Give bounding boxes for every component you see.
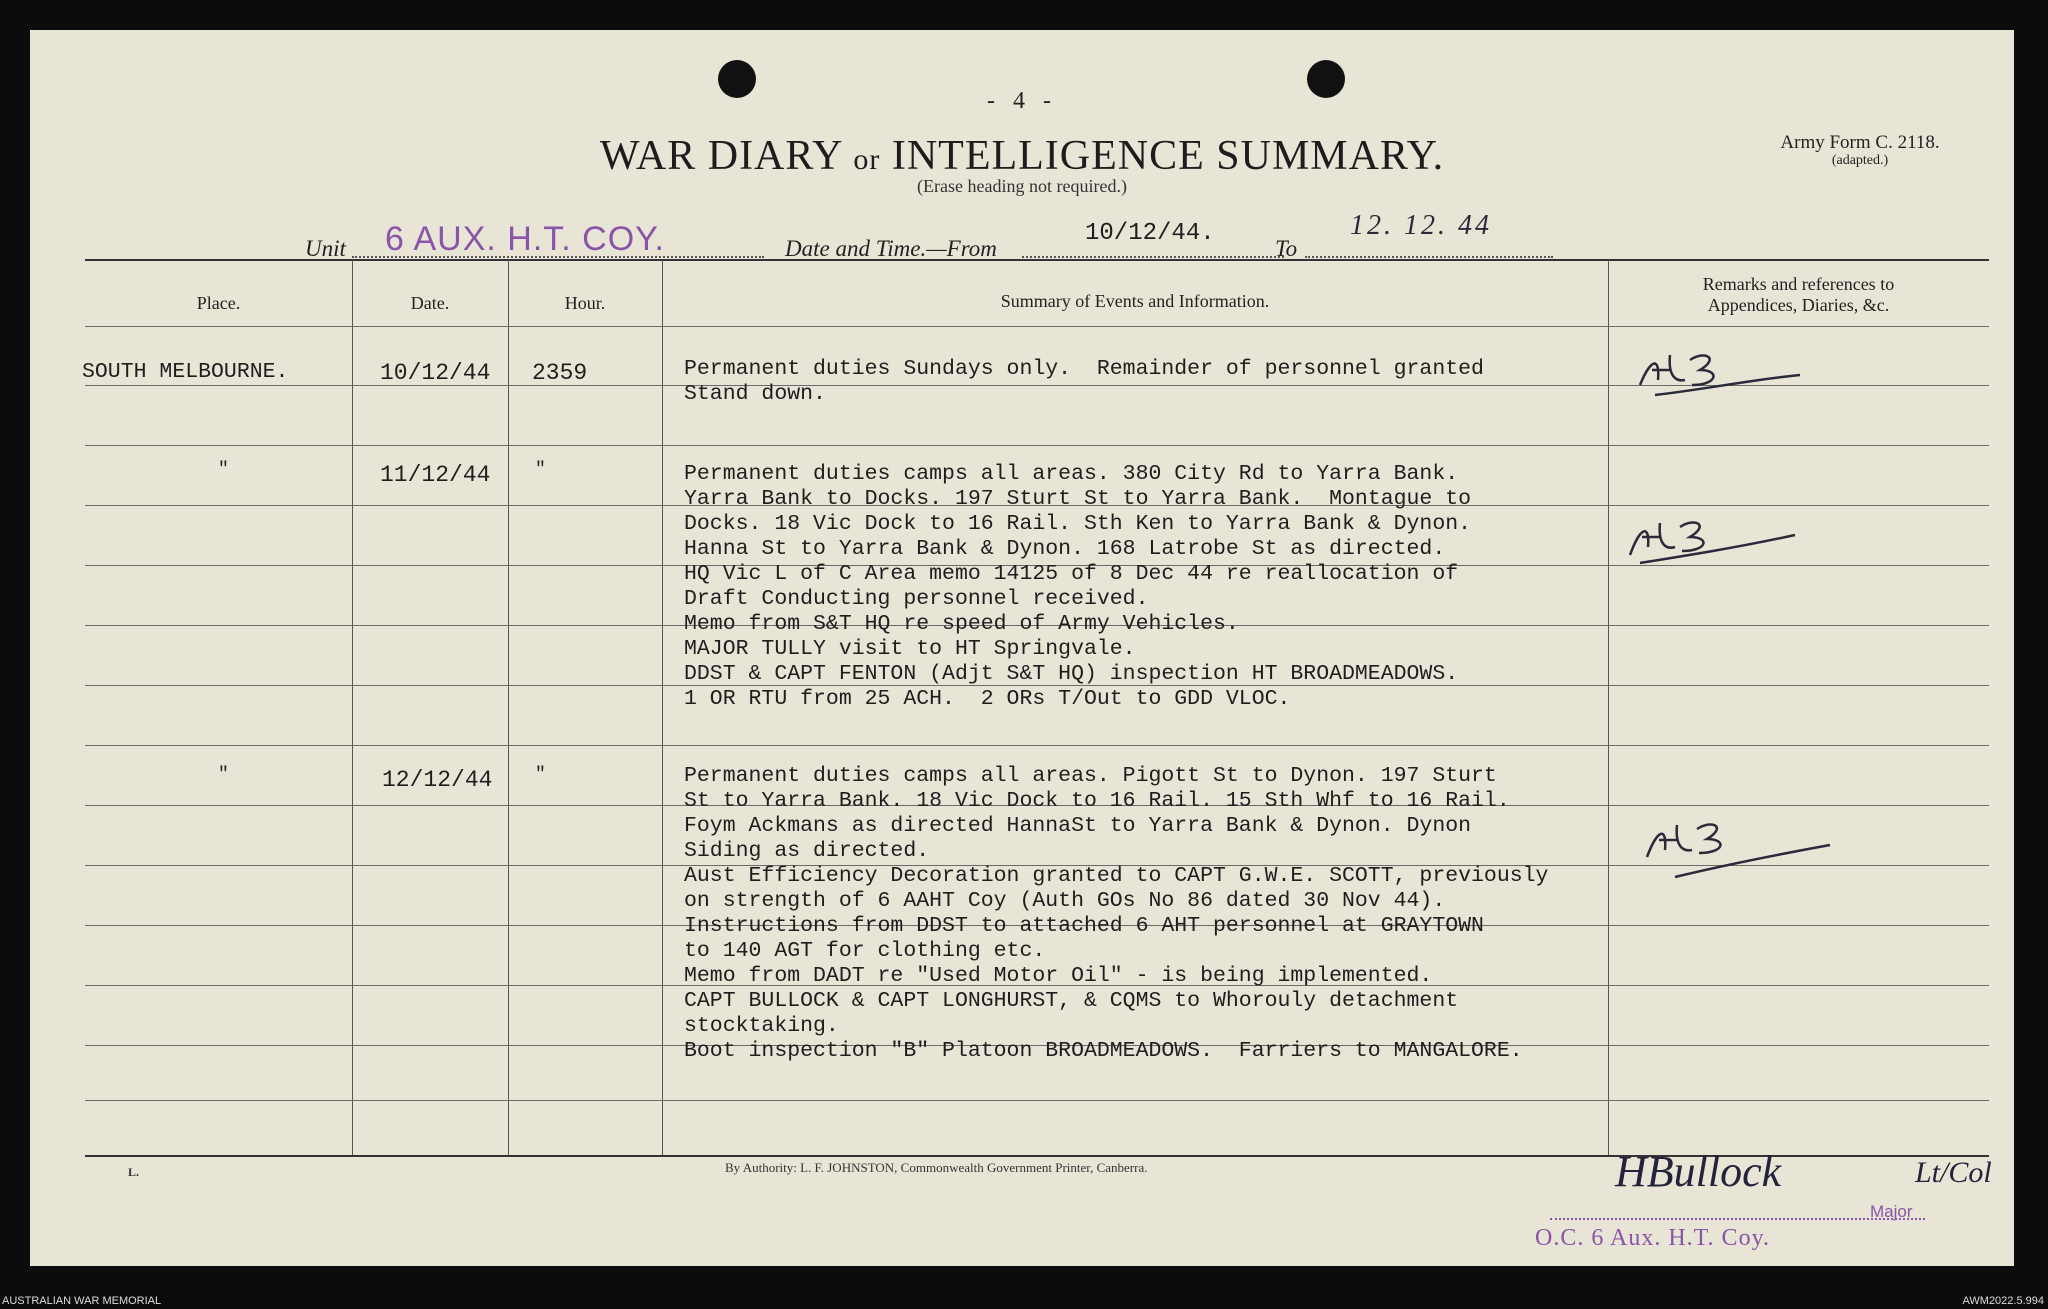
entry-2-date: 11/12/44 [380, 462, 491, 488]
column-divider-4 [1608, 260, 1609, 1155]
signature-dotted-line [1550, 1218, 1925, 1220]
entry-3-line-3: Foym Ackmans as directed HannaSt to Yarra Bank & Dynon. Dynon [684, 814, 1472, 838]
entry-3-initials-signature [1635, 805, 1835, 890]
army-form-note: (adapted.) [1831, 153, 1889, 168]
rank-stamp: Major [1870, 1202, 1913, 1221]
ruled-line [85, 745, 1989, 746]
entry-2-line-10: 1 OR RTU from 25 ACH. 2 ORs T/Out to GDD VLOC. [684, 687, 1291, 711]
date-from-dotted-line [1022, 256, 1284, 258]
column-header-hour: Hour. [564, 293, 606, 313]
title-part-1: WAR DIARY [599, 133, 842, 179]
entry-1-initials-signature [1630, 340, 1810, 410]
column-divider-3 [662, 260, 663, 1155]
table-top-border [85, 259, 1989, 261]
ruled-line [85, 1100, 1989, 1101]
commanding-officer-signature [1585, 1138, 2014, 1218]
entry-2-line-4: Hanna St to Yarra Bank & Dynon. 168 Latrobe St as directed. [684, 537, 1446, 561]
entry-1-date: 10/12/44 [380, 360, 491, 386]
date-from-value: 10/12/44. [1085, 220, 1215, 247]
army-form-label [1765, 134, 1955, 170]
entry-2-line-1: Permanent duties camps all areas. 380 City Rd to Yarra Bank. [684, 462, 1459, 486]
date-from-label: Date and Time.—From [785, 236, 997, 261]
entry-3-line-7: Instructions from DDST to attached 6 AHT personnel at GRAYTOWN [684, 914, 1484, 938]
printer-authority: By Authority: L. F. JOHNSTON, Commonwealth Government Printer, Canberra. [725, 1160, 1148, 1175]
entry-2-line-8: MAJOR TULLY visit to HT Springvale. [684, 637, 1136, 661]
entry-2-hour: " [535, 460, 546, 480]
entry-3-line-11: stocktaking. [684, 1014, 839, 1038]
entry-3-line-6: on strength of 6 AAHT Coy (Auth GOs No 86 dated 30 Nov 44). [684, 889, 1446, 913]
entry-2-line-3: Docks. 18 Vic Dock to 16 Rail. Sth Ken to Yarra Bank & Dynon. [684, 512, 1472, 536]
entry-3-line-9: Memo from DADT re "Used Motor Oil" - is being implemented. [684, 964, 1433, 988]
ruled-line [85, 326, 1989, 327]
column-header-date: Date. [410, 293, 450, 313]
entry-3-hour: " [535, 765, 546, 785]
entry-3-line-10: CAPT BULLOCK & CAPT LONGHURST, & CQMS to Whorouly detachment [684, 989, 1459, 1013]
signatory-stamp: O.C. 6 Aux. H.T. Coy. [1535, 1225, 1771, 1251]
entry-1-line-1: Permanent duties Sundays only. Remainder of personnel granted [684, 357, 1484, 381]
remarks-header-line-2: Appendices, Diaries, &c. [1707, 295, 1890, 315]
entry-1-place: SOUTH MELBOURNE. [82, 360, 289, 384]
column-divider-1 [352, 260, 353, 1155]
credit-left: AUSTRALIAN WAR MEMORIAL [2, 1295, 162, 1307]
title-part-2: INTELLIGENCE SUMMARY. [891, 133, 1445, 179]
ruled-line [85, 445, 1989, 446]
entry-2-initials-signature [1620, 505, 1800, 575]
date-to-dotted-line [1305, 256, 1553, 258]
form-letter: L. [128, 1165, 140, 1179]
date-to-label: To [1275, 236, 1298, 261]
page-subtitle: (Erase heading not required.) [917, 176, 1127, 196]
army-form-number: Army Form C. 2118. [1780, 132, 1940, 153]
entry-1-hour: 2359 [532, 360, 588, 386]
unit-label: Unit [305, 236, 346, 261]
column-divider-2 [508, 260, 509, 1155]
diary-page [30, 30, 2014, 1266]
entry-3-date: 12/12/44 [382, 767, 493, 793]
entry-3-line-8: to 140 AGT for clothing etc. [684, 939, 1046, 963]
co-signature-suffix: Lt/Col [1915, 1156, 1992, 1189]
column-header-place: Place. [196, 293, 241, 313]
entry-3-line-12: Boot inspection "B" Platoon BROADMEADOWS. Farriers to MANGALORE. [684, 1039, 1523, 1063]
page-title [30, 132, 2014, 180]
entry-3-line-5: Aust Efficiency Decoration granted to CAPT G.W.E. SCOTT, previously [684, 864, 1549, 888]
entry-3-line-1: Permanent duties camps all areas. Pigott St to Dynon. 197 Sturt [684, 764, 1497, 788]
entry-2-line-9: DDST & CAPT FENTON (Adjt S&T HQ) inspection HT BROADMEADOWS. [684, 662, 1459, 686]
entry-2-line-5: HQ Vic L of C Area memo 14125 of 8 Dec 44 re reallocation of [684, 562, 1459, 586]
credit-right: AWM2022.5.994 [1962, 1295, 2044, 1307]
column-header-remarks [1608, 274, 1989, 316]
entry-2-line-2: Yarra Bank to Docks. 197 Sturt St to Yarra Bank. Montague to [684, 487, 1472, 511]
page-number: - 4 - [987, 88, 1057, 114]
unit-stamp: 6 AUX. H.T. COY. [385, 220, 665, 258]
entry-3-line-4: Siding as directed. [684, 839, 930, 863]
entry-2-place: " [218, 460, 229, 480]
entry-2-line-6: Draft Conducting personnel received. [684, 587, 1149, 611]
entry-3-line-2: St to Yarra Bank. 18 Vic Dock to 16 Rail. 15 Sth Whf to 16 Rail. [684, 789, 1510, 813]
co-signature-name: HBullock [1615, 1147, 1782, 1196]
date-to-handwritten: 12. 12. 44 [1350, 210, 1492, 241]
entry-1-line-2: Stand down. [684, 382, 826, 406]
remarks-header-line-1: Remarks and references to [1702, 274, 1895, 294]
title-or: or [853, 143, 881, 176]
entry-2-line-7: Memo from S&T HQ re speed of Army Vehicles. [684, 612, 1239, 636]
entry-3-place: " [218, 765, 229, 785]
column-header-summary: Summary of Events and Information. [1000, 291, 1270, 311]
